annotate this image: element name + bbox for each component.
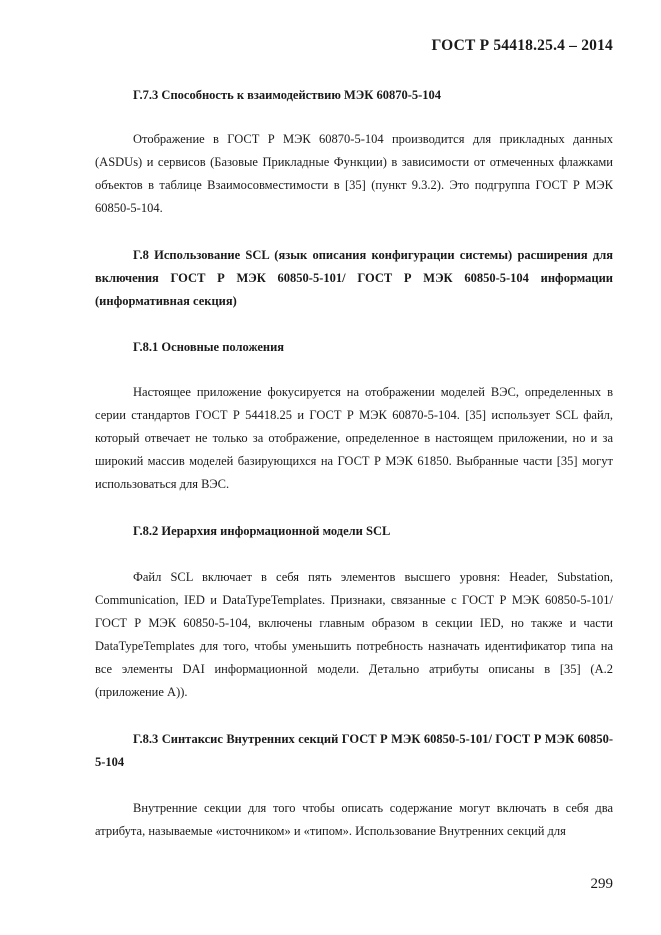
section-g81-title: Г.8.1 Основные положения [133,340,285,354]
page-number: 299 [590,876,613,892]
section-g73-paragraph: Отображение в ГОСТ Р МЭК 60870-5-104 производится для прикладных данных (ASDUs) и сервисов (Базовые Прикладные Функции) в зависимости от отмеченных флажками объектов в таблице Взаимосовместимости в [35] (пункт 9.3.2). Это подгруппа ГОСТ Р МЭК 60850-5-104. [95,132,613,215]
section-g73-title: Г.7.3 Способность к взаимодействию МЭК 60870-5-104 [133,88,442,102]
section-g82-title: Г.8.2 Иерархия информационной модели SCL [133,524,391,538]
section-g83-paragraph: Внутренние секции для того чтобы описать содержание могут включать в себя два атрибута, называемые «источником» и «типом». Использование Внутренних секций для [95,801,613,838]
document-standard-header: ГОСТ Р 54418.25.4 – 2014 [431,37,613,54]
section-g81-paragraph: Настоящее приложение фокусируется на отображении моделей ВЭС, определенных в серии стандартов ГОСТ Р 54418.25 и ГОСТ Р МЭК 60870-5-104. [35] использует SCL файл, который отвечает не только за отображение, определенное в настоящем приложении, но и за широкий массив моделей базирующихся на ГОСТ Р МЭК 61850. Выбранные части [35] могут использоваться для ВЭС. [95,385,613,491]
section-g82-paragraph: Файл SCL включает в себя пять элементов высшего уровня: Header, Substation, Communication, IED и DataTypeTemplates. Признаки, связанные с ГОСТ Р МЭК 60850-5-101/ ГОСТ Р МЭК 60850-5-104, включены главным образом в секции IED, но также и части DataTypeTemplates для того, чтобы уменьшить потребность назначать идентификатор типа на все элементы DAI информационной модели. Детально атрибуты описаны в [35] (А.2 (приложение А)). [95,570,613,699]
section-g8-title: Г.8 Использование SCL (язык описания конфигурации системы) расширения для включения ГОСТ Р МЭК 60850-5-101/ ГОСТ Р МЭК 60850-5-104 информации (информативная секция) [95,248,613,308]
section-g83-title: Г.8.3 Синтаксис Внутренних секций ГОСТ Р МЭК 60850-5-101/ ГОСТ Р МЭК 60850-5-104 [95,732,613,769]
